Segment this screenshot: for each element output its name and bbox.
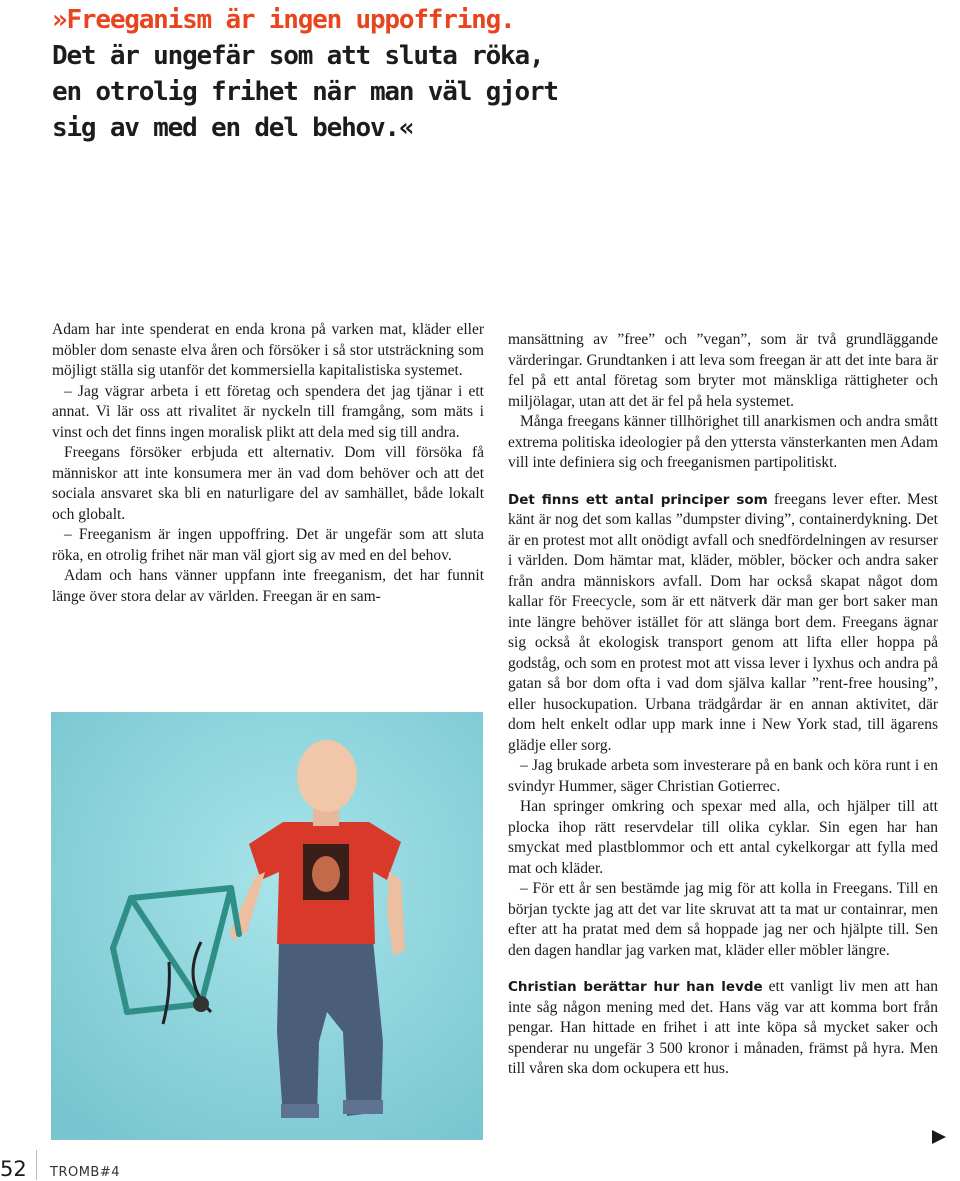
section-lead-rest: freegans lever efter. Mest känt är nog det som kallas ”dumpster diving”, containerdykning. Det är en protest mot allt onödigt avfall och snedfördelningen av resurser i världen. Dom hämtar mat, kläder, möbler, böcker och andra saker från andra människors avfall. Dom har också skapat något dom kallar för Freecycle, som är ett nätverk där man ger bort saker man inte längre behöver istället för att slänga bort dem. Freegans ägnar sig också åt ekologisk transport genom att lifta eller hoppa på godståg, och som en protest mot att vissa lever i lyxhus och andra på gatan så bor dom ofta i vad dom själva kallar ”rent-free housing”, eller husockupation. Urbana trädgårdar är en annan aktivitet, där dom helt enkelt odlar upp mark inne i New York stad, till ägarens glädje eller sorg. (508, 490, 938, 754)
pull-quote-accent: »Freeganism är ingen uppoffring. (52, 5, 515, 35)
right-column (508, 330, 938, 1080)
body-paragraph: – För ett år sen bestämde jag mig för att kolla in Freegans. Till en början tyckte jag att det var lite skruvat att ta mat ur containrar, men efter att ha pratat med dem så hoppade jag ner och hjälpte till. Sen den dagen handlar jag varken mat, kläder eller möbler längre. (508, 880, 938, 959)
section-paragraph (508, 490, 938, 757)
body-paragraph: Freegans försöker erbjuda ett alternativ. Dom vill försöka få människor att inte konsumera mer än vad dom behöver och att det sociala ansvaret ska bli en naturligare del av samhället, både lokalt och globalt. (52, 444, 484, 523)
body-paragraph: – Jag brukade arbeta som investerare på en bank och köra runt i en svindyr Hummer, säger Christian Gotierrec. (508, 757, 938, 795)
left-column (52, 320, 484, 607)
body-paragraph: Adam har inte spenderat en enda krona på varken mat, kläder eller möbler dom senaste elva åren och försöker i så stor utsträckning som möjligt ställa sig utanför det kommersiella kapitalistiska systemet. (52, 321, 484, 379)
section-paragraph (508, 977, 938, 1080)
footer-divider (36, 1150, 37, 1180)
body-paragraph: – Freeganism är ingen uppoffring. Det är ungefär som att sluta röka, en otrolig frihet när man väl gjort sig av med en del behov. (52, 526, 484, 564)
photo-illustration (51, 712, 483, 1140)
body-paragraph: – Jag vägrar arbeta i ett företag och spendera det jag tjänar i ett annat. Vi lär oss att rivalitet är nyckeln till framgång, som mäts i vinst och det finns ingen moralisk plikt att dela med sig till andra. (52, 382, 484, 441)
body-paragraph: Han springer omkring och spexar med alla, och hjälper till att plocka ihop rätt reservdelar till olika cyklar. Sin egen har han smyckat med plastblommor och ett antal cykelkorgar att fylla med mat och kläder. (508, 798, 938, 877)
pull-quote-rest: Det är ungefär som att sluta röka, en otrolig frihet när man väl gjort sig av med en del behov.« (52, 41, 558, 143)
section-lead-rest: ett vanligt liv men att han inte såg någon mening med det. Hans väg var att komma bort från pengar. Han hittade en frihet i att inte köpa så mycket saker och spenderar nu ungefär 3 500 kronor i månaden, främst på hyra. Men till våren ska dom ockupera ett hus. (508, 978, 938, 1077)
body-paragraph: Adam och hans vänner uppfann inte freeganism, det har funnit länge över stora delar av världen. Freegan är en sam- (52, 567, 484, 605)
section-lead: Det finns ett antal principer som (508, 491, 768, 508)
publication-name: TROMB#4 (50, 1165, 121, 1180)
body-paragraph: Många freegans känner tillhörighet till anarkismen och andra smått extrema politiska ideologier på den yttersta vänsterkanten men Adam vill inte definiera sig och freeganismen partipolitiskt. (508, 413, 938, 471)
continue-arrow-icon (932, 1130, 946, 1144)
article-photo (51, 712, 483, 1140)
body-paragraph: mansättning av ”free” och ”vegan”, som är två grundläggande värderingar. Grundtanken i att leva som freegan är att det inte bara är fel på ett antal företag som bryter mot mänskliga rättigheter och miljölagar, utan att det är fel på hela systemet. (508, 331, 938, 410)
page-number: 52 (0, 1157, 27, 1181)
section-lead: Christian berättar hur han levde (508, 979, 763, 995)
pull-quote (52, 2, 572, 146)
